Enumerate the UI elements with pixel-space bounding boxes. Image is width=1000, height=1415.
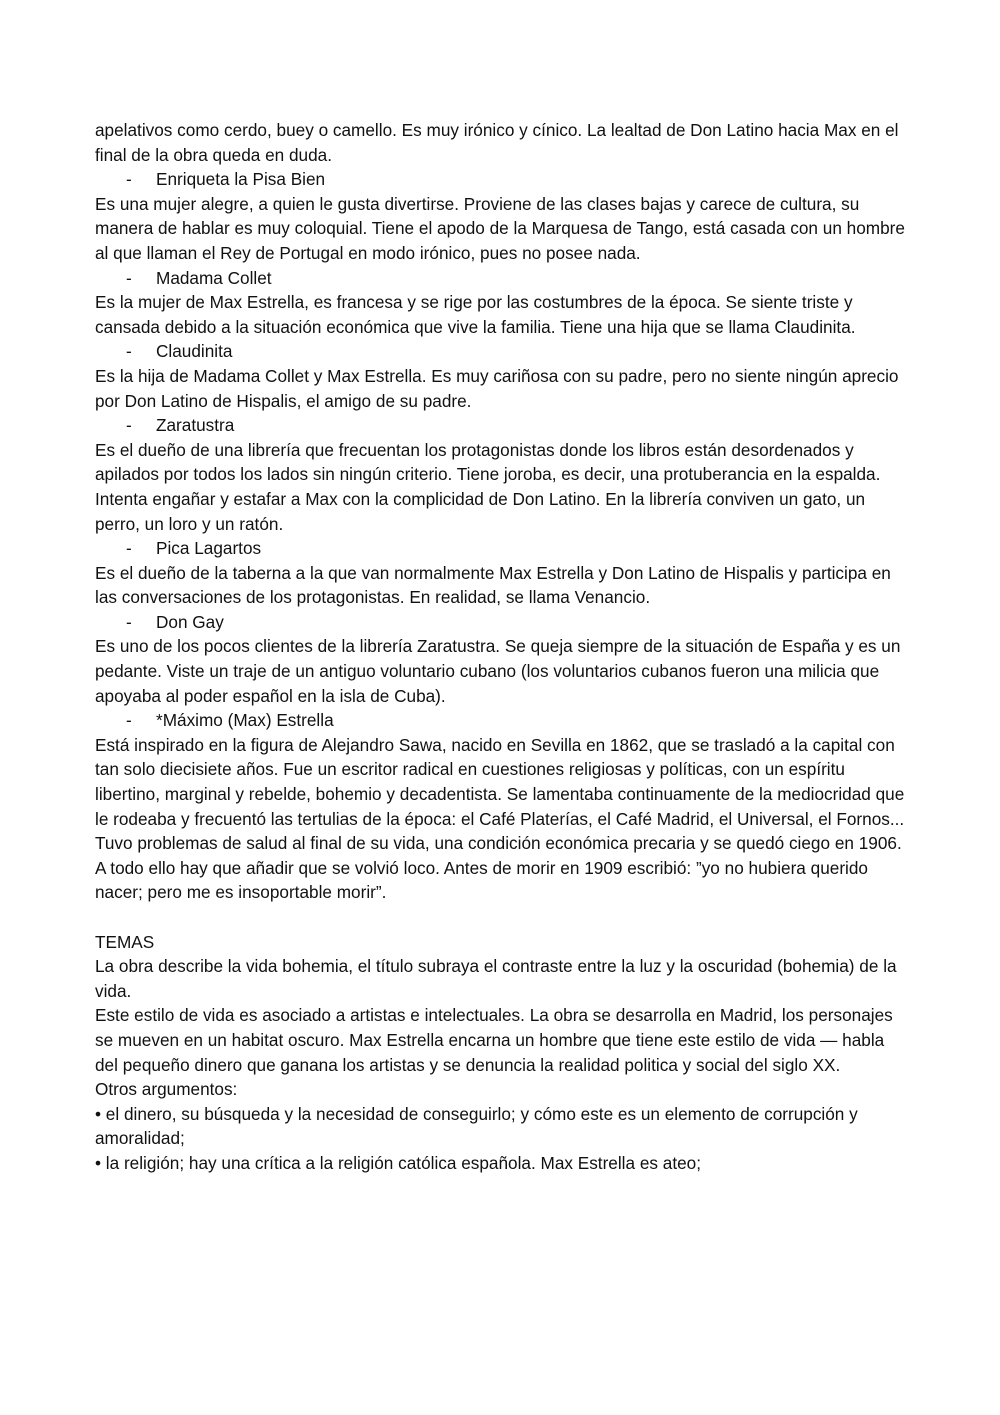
character-description: Es el dueño de una librería que frecuentan los protagonistas donde los libros están desordenados y apilados por todos los lados sin ningún criterio. Tiene joroba, es decir, una protuberancia en la espalda. Intenta engañar y estafar a Max con la complicidad de Don Latino. En la librería conviven un gato, un perro, un loro y un ratón. bbox=[95, 439, 881, 534]
character-name: Zaratustra bbox=[156, 415, 235, 436]
otros-argumentos-label: Otros argumentos: bbox=[95, 1079, 238, 1100]
character-heading bbox=[95, 413, 910, 438]
dash-bullet: - bbox=[126, 415, 132, 436]
character-heading bbox=[95, 536, 910, 561]
dash-bullet: - bbox=[126, 341, 132, 362]
character-description: Es el dueño de la taberna a la que van normalmente Max Estrella y Don Latino de Hispalis y participa en las conversaciones de los protagonistas. En realidad, se llama Venancio. bbox=[95, 562, 891, 608]
dash-bullet: - bbox=[126, 611, 132, 632]
character-name: *Máximo (Max) Estrella bbox=[156, 710, 334, 731]
character-heading bbox=[95, 610, 910, 635]
character-description: Es una mujer alegre, a quien le gusta divertirse. Proviene de las clases bajas y carece de cultura, su manera de hablar es muy coloquial. Tiene el apodo de la Marquesa de Tango, está casada con un hombre al que llaman el Rey de Portugal en modo irónico, pues no posee nada. bbox=[95, 193, 905, 263]
character-name: Pica Lagartos bbox=[156, 538, 262, 559]
bullet-item: • el dinero, su búsqueda y la necesidad de conseguirlo; y cómo este es un elemento de corrupción y amoralidad; bbox=[95, 1103, 858, 1149]
character-name: Enriqueta la Pisa Bien bbox=[156, 169, 326, 190]
character-name: Don Gay bbox=[156, 611, 224, 632]
blank-line bbox=[95, 905, 910, 930]
character-name: Claudinita bbox=[156, 341, 233, 362]
character-heading bbox=[95, 266, 910, 291]
character-heading bbox=[95, 167, 910, 192]
bullet-item: • la religión; hay una crítica a la religión católica española. Max Estrella es ateo; bbox=[95, 1152, 701, 1173]
dash-bullet: - bbox=[126, 710, 132, 731]
character-description: Es la hija de Madama Collet y Max Estrella. Es muy cariñosa con su padre, pero no siente ningún aprecio por Don Latino de Hispalis, el amigo de su padre. bbox=[95, 365, 899, 411]
character-description: Está inspirado en la figura de Alejandro Sawa, nacido en Sevilla en 1862, que se trasladó a la capital con tan solo diecisiete años. Fue un escritor radical en cuestiones religiosas y políticas, con un espíritu libertino, marginal y rebelde, bohemio y decadentista. Se lamentaba continuamente de la mediocridad que le rodeaba y frecuentó las tertulias de la época: el Café Platerías, el Café Madrid, el Universal, el Fornos... Tuvo problemas de salud al final de su vida, una condición económica precaria y se quedó ciego en 1906. A todo ello hay que añadir que se volvió loco. Antes de morir en 1909 escribió: ”yo no hubiera querido nacer; pero me es insoportable morir”. bbox=[95, 734, 905, 903]
temas-heading: TEMAS bbox=[95, 931, 155, 952]
document-body bbox=[95, 118, 910, 1176]
character-heading bbox=[95, 339, 910, 364]
character-description: Es uno de los pocos clientes de la librería Zaratustra. Se queja siempre de la situación de España y es un pedante. Viste un traje de un antiguo voluntario cubano (los voluntarios cubanos fueron una milicia que apoyaba al poder español en la isla de Cuba). bbox=[95, 636, 901, 706]
temas-paragraph-1: La obra describe la vida bohemia, el título subraya el contraste entre la luz y la oscuridad (bohemia) de la vida. bbox=[95, 956, 897, 1001]
character-heading bbox=[95, 708, 910, 733]
temas-paragraph-2: Este estilo de vida es asociado a artistas e intelectuales. La obra se desarrolla en Madrid, los personajes se mueven en un habitat oscuro. Max Estrella encarna un hombre que tiene este estilo de vida — habla del pequeño dinero que ganana los artistas y se denuncia la realidad politica y social del siglo XX. bbox=[95, 1005, 893, 1075]
character-name: Madama Collet bbox=[156, 267, 272, 288]
dash-bullet: - bbox=[126, 169, 132, 190]
dash-bullet: - bbox=[126, 267, 132, 288]
dash-bullet: - bbox=[126, 538, 132, 559]
character-description: Es la mujer de Max Estrella, es francesa y se rige por las costumbres de la época. Se siente triste y cansada debido a la situación económica que vive la familia. Tiene una hija que se llama Claudinita. bbox=[95, 292, 856, 337]
intro-paragraph: apelativos como cerdo, buey o camello. Es muy irónico y cínico. La lealtad de Don Latino hacia Max en el final de la obra queda en duda. bbox=[95, 120, 899, 165]
